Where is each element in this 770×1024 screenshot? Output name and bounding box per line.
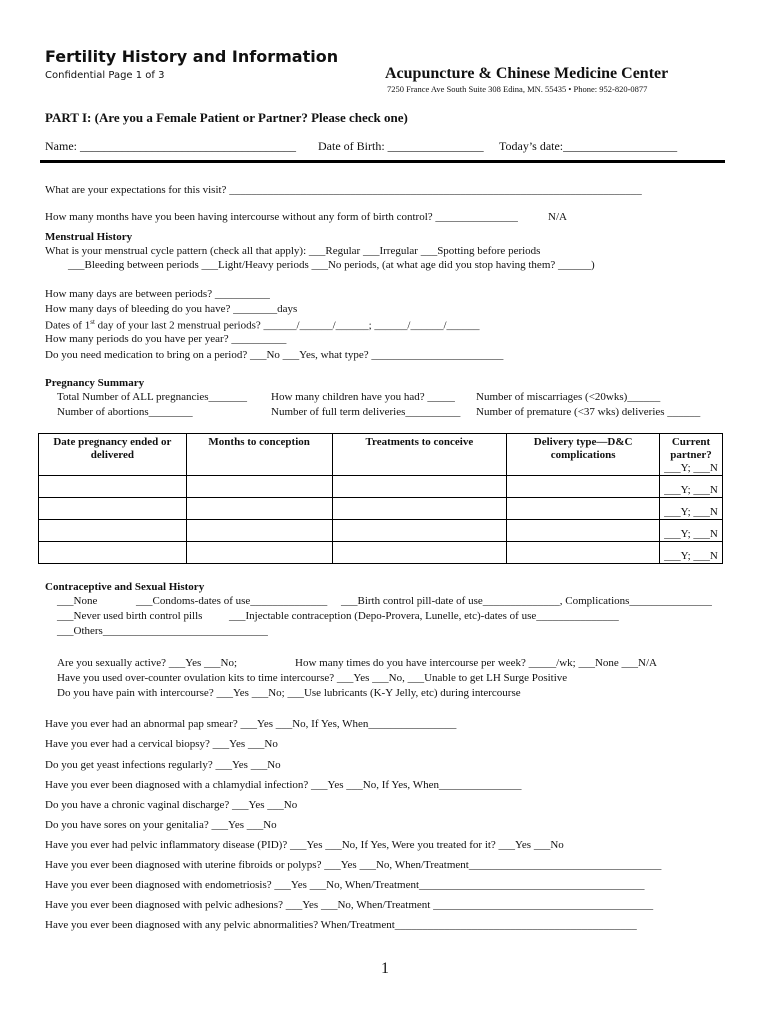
cycle-pattern-options-2[interactable]: ___Bleeding between periods ___Light/Heavy periods ___No periods, (at what age did you stop having them? ______) [68, 259, 595, 271]
sexually-active-field[interactable]: Are you sexually active? ___Yes ___No; [57, 657, 238, 669]
injectable-option[interactable]: ___Injectable contraception (Depo-Provera, Lunelle, etc)-dates of use_______________ [229, 610, 619, 622]
section-divider [40, 160, 725, 163]
full-term-field[interactable]: Number of full term deliveries__________ [271, 406, 461, 418]
periods-per-year-field[interactable]: How many periods do you have per year? __________ [45, 333, 287, 345]
center-address: 7250 France Ave South Suite 308 Edina, MN. 55435 • Phone: 952-820-0877 [387, 84, 648, 94]
chlamydia-question[interactable]: Have you ever been diagnosed with a chlamydial infection? ___Yes ___No, If Yes, When_______________ [45, 779, 522, 791]
pregnancy-heading: Pregnancy Summary [45, 377, 145, 389]
pelvic-adhesions-question[interactable]: Have you ever been diagnosed with pelvic adhesions? ___Yes ___No, When/Treatment ________________________________________ [45, 899, 654, 911]
miscarriages-field[interactable]: Number of miscarriages (<20wks)______ [476, 391, 661, 403]
cycle-pattern-options[interactable]: What is your menstrual cycle pattern (check all that apply): ___Regular ___Irregular ___Spotting before periods [45, 245, 541, 257]
table-cell[interactable] [332, 498, 507, 520]
intercourse-pain-field[interactable]: Do you have pain with intercourse? ___Yes ___No; ___Use lubricants (K-Y Jelly, etc) during intercourse [57, 687, 521, 699]
page-number: 1 [381, 960, 389, 977]
col-date-ended: Date pregnancy ended or delivered [39, 434, 187, 476]
col-delivery-type: Delivery type—D&C complications [507, 434, 660, 476]
today-date-field[interactable]: Today’s date:___________________ [499, 139, 678, 153]
table-cell[interactable] [507, 520, 660, 542]
table-cell[interactable] [39, 498, 187, 520]
confidential-note: Confidential Page 1 of 3 [45, 70, 165, 81]
partner-yn[interactable]: ___Y; ___N [660, 476, 723, 498]
na-option[interactable]: N/A [548, 211, 567, 223]
yeast-infection-question[interactable]: Do you get yeast infections regularly? ___Yes ___No [45, 759, 281, 771]
genital-sores-question[interactable]: Do you have sores on your genitalia? ___Yes ___No [45, 819, 277, 831]
pill-option[interactable]: ___Birth control pill-date of use______________, Complications_______________ [341, 595, 712, 607]
partner-yn[interactable]: ___Y; ___N [660, 520, 723, 542]
center-name: Acupuncture & Chinese Medicine Center [385, 65, 669, 82]
table-cell[interactable] [39, 476, 187, 498]
table-cell[interactable] [186, 520, 332, 542]
expectations-field[interactable]: What are your expectations for this visit? ___________________________________________________________________________ [45, 184, 642, 196]
pap-smear-question[interactable]: Have you ever had an abnormal pap smear? ___Yes ___No, If Yes, When________________ [45, 718, 457, 730]
total-pregnancies-field[interactable]: Total Number of ALL pregnancies_______ [57, 391, 248, 403]
table-cell[interactable] [186, 498, 332, 520]
cervical-biopsy-question[interactable]: Have you ever had a cervical biopsy? ___Yes ___No [45, 738, 278, 750]
table-cell[interactable] [39, 520, 187, 542]
col-current-partner: Current partner? ___Y; ___N [660, 434, 723, 476]
days-between-field[interactable]: How many days are between periods? __________ [45, 288, 270, 300]
others-option[interactable]: ___Others______________________________ [57, 625, 268, 637]
dob-field[interactable]: Date of Birth: ________________ [318, 139, 484, 153]
part1-heading: PART I: (Are you a Female Patient or Partner? Please check one) [45, 110, 408, 125]
medication-field[interactable]: Do you need medication to bring on a period? ___No ___Yes, what type? ________________________ [45, 349, 504, 361]
months-intercourse-field[interactable]: How many months have you been having intercourse without any form of birth control? _______________ [45, 211, 518, 223]
never-pills-option[interactable]: ___Never used birth control pills [57, 610, 203, 622]
pid-question[interactable]: Have you ever had pelvic inflammatory disease (PID)? ___Yes ___No, If Yes, Were you treated for it? ___Yes ___No [45, 839, 564, 851]
intercourse-frequency-field[interactable]: How many times do you have intercourse per week? _____/wk; ___None ___N/A [295, 657, 658, 669]
table-row [39, 542, 723, 564]
table-cell[interactable] [186, 542, 332, 564]
col-treatments: Treatments to conceive [332, 434, 507, 476]
table-header-row [39, 434, 723, 476]
days-bleeding-field[interactable]: How many days of bleeding do you have? ________days [45, 303, 298, 315]
page-title: Fertility History and Information [45, 47, 339, 66]
partner-yn[interactable]: ___Y; ___N [660, 542, 723, 564]
fibroids-question[interactable]: Have you ever been diagnosed with uterine fibroids or polyps? ___Yes ___No, When/Treatment___________________________________ [45, 859, 662, 871]
table-cell[interactable] [39, 542, 187, 564]
premature-field[interactable]: Number of premature (<37 wks) deliveries ______ [476, 406, 701, 418]
table-cell[interactable] [332, 542, 507, 564]
table-cell[interactable] [186, 476, 332, 498]
table-cell[interactable] [507, 542, 660, 564]
table-row [39, 520, 723, 542]
table-cell[interactable] [332, 520, 507, 542]
table-row [39, 476, 723, 498]
abortions-field[interactable]: Number of abortions________ [57, 406, 193, 418]
partner-yn[interactable]: ___Y; ___N [664, 462, 718, 474]
last-periods-dates-field[interactable]: Dates of 1st day of your last 2 menstrual periods? ______/______/______; ______/______/______ [45, 318, 480, 332]
ovulation-kit-field[interactable]: Have you used over-counter ovulation kits to time intercourse? ___Yes ___No, ___Unable to get LH Surge Positive [57, 672, 568, 684]
table-cell[interactable] [332, 476, 507, 498]
contraceptive-heading: Contraceptive and Sexual History [45, 581, 205, 593]
menstrual-heading: Menstrual History [45, 231, 133, 243]
col-months-conception: Months to conception [186, 434, 332, 476]
endometriosis-question[interactable]: Have you ever been diagnosed with endometriosis? ___Yes ___No, When/Treatment_________________________________________ [45, 879, 645, 891]
table-cell[interactable] [507, 498, 660, 520]
children-field[interactable]: How many children have you had? _____ [271, 391, 455, 403]
vaginal-discharge-question[interactable]: Do you have a chronic vaginal discharge? ___Yes ___No [45, 799, 298, 811]
pelvic-abnormalities-question[interactable]: Have you ever been diagnosed with any pelvic abnormalities? When/Treatment____________________________________________ [45, 919, 637, 931]
none-option[interactable]: ___None [57, 595, 98, 607]
name-field[interactable]: Name: ____________________________________ [45, 139, 296, 153]
pregnancy-table [38, 433, 723, 564]
table-cell[interactable] [507, 476, 660, 498]
table-row [39, 498, 723, 520]
condoms-option[interactable]: ___Condoms-dates of use______________ [136, 595, 328, 607]
partner-yn[interactable]: ___Y; ___N [660, 498, 723, 520]
